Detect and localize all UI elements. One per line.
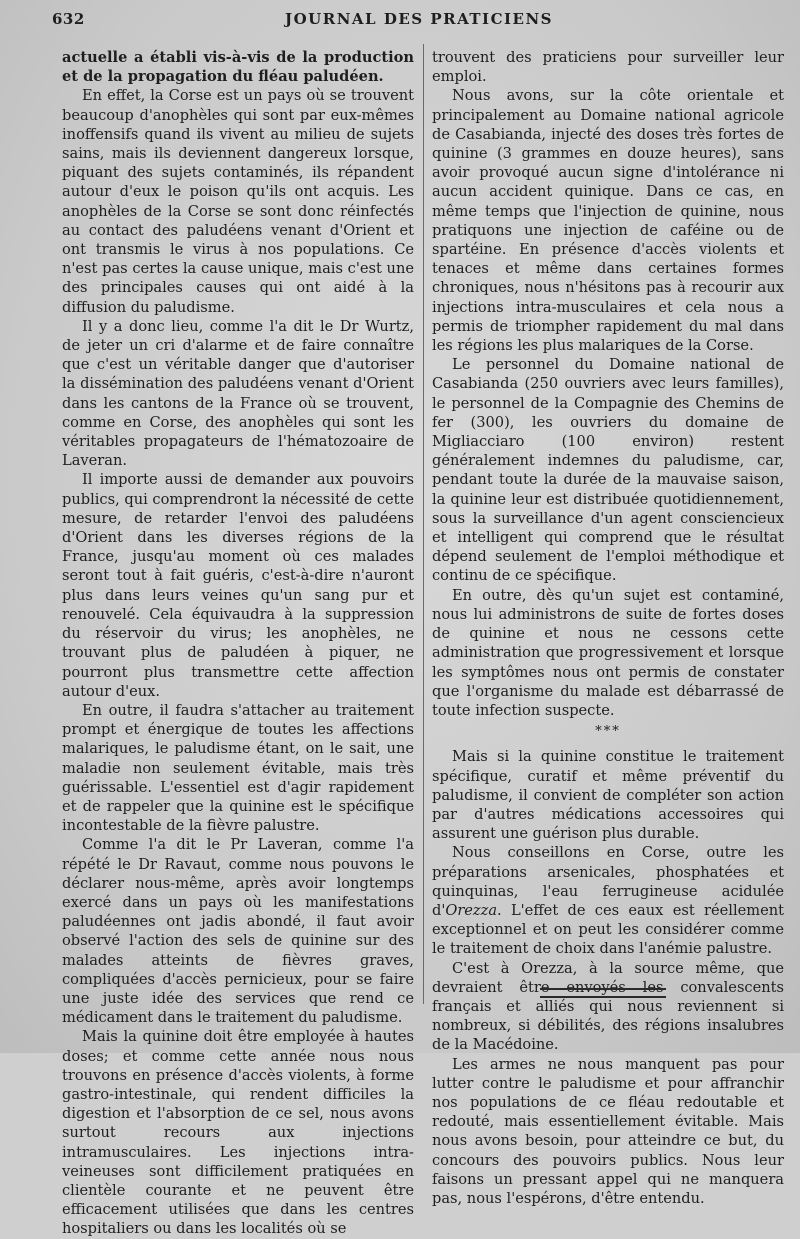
paragraph: Les armes ne nous manquent pas pour lutter contre le paludisme et pour affranchir nos populations de ce fléau redoutable et redouté, mais essentiellement évitable. Mais nous avons besoin, pour atteindre ce but, du concours des pouvoirs publics. Nous leur faisons un pressant appel qui ne manquera pas, nous l'espérons, d'être entendu. xyxy=(432,1055,784,1207)
section-separator-asterisks: *** xyxy=(595,724,621,740)
paragraph: trouvent des praticiens pour surveiller leur emploi. xyxy=(432,49,784,86)
paragraph: En outre, il faudra s'attacher au traitement prompt et énergique de toutes les affections malariques, le paludisme étant, on le sait, une maladie non seulement évitable, mais très guérissable. L'essentiel est d'agir rapidement et de rappeler que la quinine est le spécifique incontestable de la fièvre palustre. xyxy=(62,701,414,835)
paragraph: En effet, la Corse est un pays où se trouvent beaucoup d'anophèles qui sont par eux-mêmes inoffensifs quand ils vivent au milieu de sujets sains, mais ils deviennent dangereux lorsque, piquant des sujets contaminés, ils répandent autour d'eux le poison qu'ils ont acquis. Les anophèles de la Corse se sont donc réinfectés au contact des paludéens venant d'Orient et ont transmis le virus à nos populations. Ce n'est pas certes la cause unique, mais c'est une des principales causes qui ont aidé à la diffusion du paludisme. xyxy=(62,87,414,316)
left-column xyxy=(62,48,414,1239)
paragraph xyxy=(432,843,784,958)
column-divider xyxy=(423,44,424,1004)
right-column xyxy=(432,48,784,1208)
italic-place-name: Orezza xyxy=(445,901,498,919)
paragraph: Le personnel du Domaine national de Casabianda (250 ouvriers avec leurs familles), le personnel de la Compagnie des Chemins de fer (300), les ouvriers du domaine de Migliacciaro (100 environ) restent généralement indemnes du paludisme, car, pendant toute la durée de la mauvaise saison, la quinine leur est distribuée quotidiennement, sous la surveillance d'un agent consciencieux et intelligent qui comprend que le résultat dépend seulement de l'emploi méthodique et continu de ce spécifique. xyxy=(432,356,784,585)
page-number: 632 xyxy=(52,10,85,28)
page-header xyxy=(52,10,786,34)
paragraph-text: Nous conseillons en Corse, outre les préparations arsenicales, phosphatées et quinquinas, l'eau ferrugineuse acidulée d' xyxy=(432,844,784,919)
paragraph: Il y a donc lieu, comme l'a dit le Dr Wurtz, de jeter un cri d'alarme et de faire connaître que c'est un véritable danger que d'autoriser la dissémination des paludéens venant d'Orient dans les cantons de la France où se trouvent, comme en Corse, des anophèles qui sont les véritables propagateurs de l'hématozoaire de Laveran. xyxy=(62,317,414,470)
paragraph-text: . L'effet de ces eaux est réellement exceptionnel et on peut les considérer comme le traitement de choix dans l'anémie palustre. xyxy=(432,901,784,958)
paragraph: actuelle a établi vis-à-vis de la production et de la propagation du fléau paludéen. xyxy=(62,49,414,86)
paragraph: C'est à Orezza, à la source même, que devraient être envoyés les convalescents français et alliés qui nous reviennent si nombreux, si débilités, des régions insalubres de la Macédoine. xyxy=(432,959,784,1054)
paragraph: Nous avons, sur la côte orientale et principalement au Domaine national agricole de Casabianda, injecté des doses très fortes de quinine (3 grammes en douze heures), sans avoir provoqué aucun signe d'intolérance ni aucun accident quinique. Dans ce cas, en même temps que l'injection de quinine, nous pratiquons une injection de caféine ou de spartéine. En présence d'accès violents et tenaces et même dans certaines formes chroniques, nous n'hésitons pas à recourir aux injections intra-musculaires et cela nous a permis de triompher rapidement du mal dans les régions les plus malariques de la Corse. xyxy=(432,87,784,355)
paragraph: En outre, dès qu'un sujet est contaminé, nous lui administrons de suite de fortes doses de quinine et nous ne cessons cette administration que progressivement et lorsque les symptômes nous ont permis de constater que l'organisme du malade est débarrassé de toute infection suspecte. xyxy=(432,586,784,719)
paragraph: Comme l'a dit le Pr Laveran, comme l'a répété le Dr Ravaut, comme nous pouvons le déclarer nous-même, après avoir longtemps exercé dans un pays où les manifestations paludéennes ont jadis abondé, il faut avoir observé l'action des sels de quinine sur des malades atteints de fièvres graves, compliquées d'accès pernicieux, pour se faire une juste idée des services que rend ce médicament dans le traitement du paludisme. xyxy=(62,836,414,1027)
end-of-article-rule xyxy=(540,988,666,998)
paragraph: Mais la quinine doit être employée à hautes doses; et comme cette année nous nous trouvons en présence d'accès violents, à forme gastro-intestinale, qui rendent difficiles la digestion et l'absorption de ce sel, nous avons surtout recours aux injections intramusculaires. Les injections intra-veineuses sont difficilement pratiquées en clientèle courante et ne peuvent être efficacement utilisées que dans les centres hospitaliers ou dans les localités où se xyxy=(62,1028,414,1238)
running-head: JOURNAL DES PRATICIENS xyxy=(285,10,553,28)
paragraph: Mais si la quinine constitue le traitement spécifique, curatif et même préventif du paludisme, il convient de compléter son action par d'autres médications accessoires qui assurent une guérison plus durable. xyxy=(432,748,784,843)
paragraph: Il importe aussi de demander aux pouvoirs publics, qui comprendront la nécessité de cette mesure, de retarder l'envoi des paludéens d'Orient dans les diverses régions de la France, jusqu'au moment où ces malades seront tout à fait guéris, c'est-à-dire n'auront plus dans leurs veines qu'un sang pur et renouvelé. Cela équivaudra à la suppression du réservoir du virus; les anophèles, ne trouvant plus de paludéen à piquer, ne pourront plus transmettre cette affection autour d'eux. xyxy=(62,471,414,700)
